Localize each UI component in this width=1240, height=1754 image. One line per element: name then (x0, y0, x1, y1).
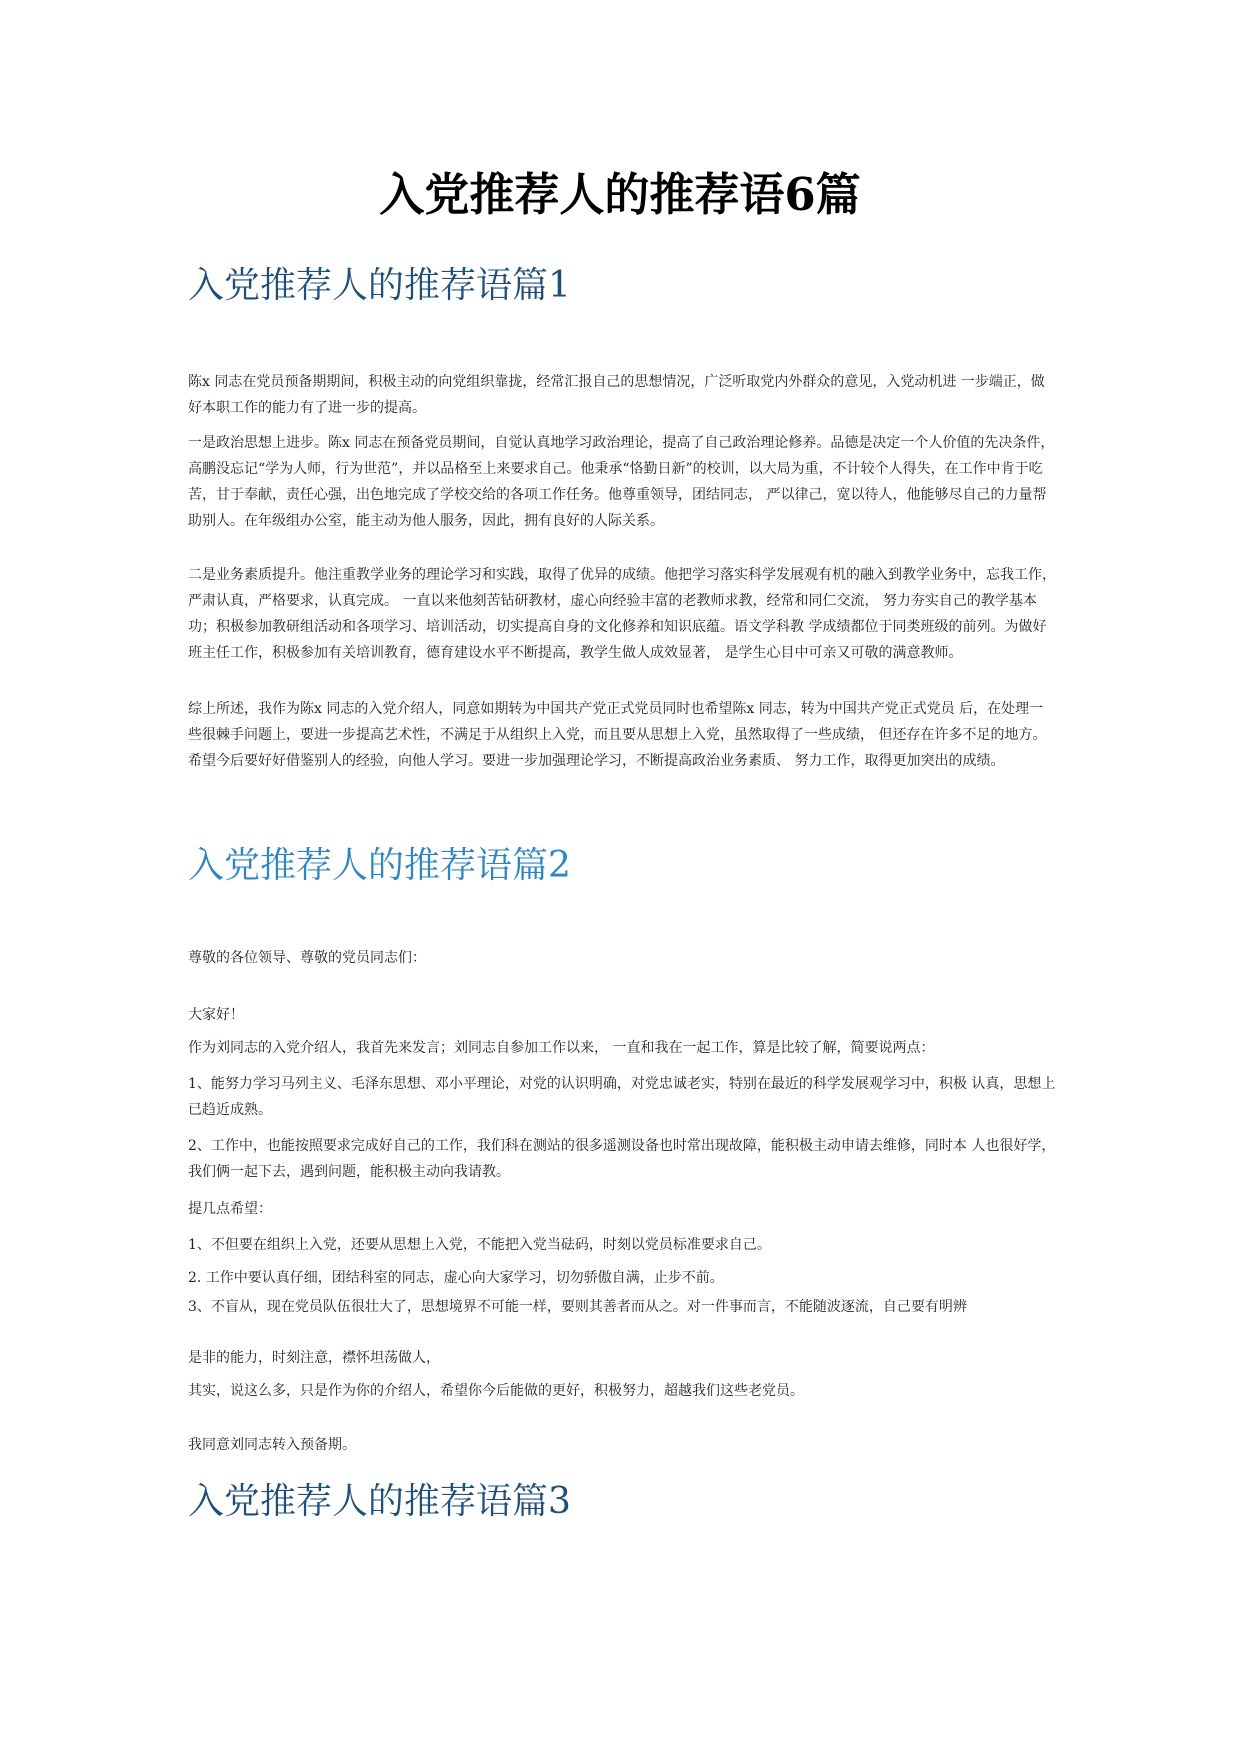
section-2-heading: 入党推荐人的推荐语篇2 (188, 845, 571, 886)
document-title: 入党推荐人的推荐语6篇 (379, 168, 861, 221)
section-1-heading: 入党推荐人的推荐语篇1 (188, 265, 571, 306)
section-2-closing: 其实，说这么多，只是作为你的介绍人，希望你今后能做的更好，积极努力，超越我们这些老党员。 (188, 1383, 804, 1399)
section-2-hope-3-continued: 是非的能力，时刻注意，襟怀坦荡做人， (188, 1350, 440, 1366)
section-1-paragraph-2: 一是政治思想上进步。陈x 同志在预备党员期间，自觉认真地学习政治理论，提高了自己政治理论修养。品德是决定一个人价值的先决条件，高鹏没忘记“学为人师，行为世范”，并以品格至上来要求自己。他秉承“恪勤日新”的校训，以大局为重，不计较个人得失，在工作中肯于吃苦，甘于奉献，责任心强，出色地完成了学校交给的各项工作任务。他尊重领导，团结同志， 严以律己，宽以待人，他能够尽自己的力量帮助别人。在年级组办公室，能主动为他人服务，因此，拥有良好的人际关系。 (188, 435, 1055, 529)
section-2-salutation: 尊敬的各位领导、尊敬的党员同志们： (188, 950, 426, 966)
section-2-intro: 作为刘同志的入党介绍人，我首先来发言；刘同志自参加工作以来， 一直和我在一起工作，算是比较了解，简要说两点： (188, 1040, 935, 1056)
section-2-point-1: 1、能努力学习马列主义、毛泽东思想、邓小平理论，对党的认识明确，对党忠诚老实，特别在最近的科学发展观学习中，积极 认真，思想上已趋近成熟。 (188, 1076, 1056, 1118)
section-1-paragraph-4: 综上所述，我作为陈x 同志的入党介绍人，同意如期转为中国共产党正式党员同时也希望陈x 同志，转为中国共产党正式党员 后，在处理一些很棘手问题上，要进一步提高艺术性，不满足于从组织上入党，而且要从思想上入党，虽然取得了一些成绩， 但还存在许多不足的地方。希望今后要好好借鉴别人的经验，向他人学习。要进一步加强理论学习，不断提高政治业务素质、 努力工作，取得更加突出的成绩。 (188, 701, 1047, 769)
section-1-paragraph-3: 二是业务素质提升。他注重教学业务的理论学习和实践，取得了优异的成绩。他把学习落实科学发展观有机的融入到教学业务中，忘我工作，严肃认真，严格要求，认真完成。 一直以来他刻苦钻研教材，虚心向经验丰富的老教师求教，经常和同仁交流， 努力夯实自己的教学基本功；积极参加教研组活动和各项学习、培训活动，切实提高自身的文化修养和知识底蕴。语文学科教 学成绩都位于同类班级的前列。为做好班主任工作，积极参加有关培训教育，德育建设水平不断提高，教学生做人成效显著， 是学生心目中可亲又可敬的满意教师。 (188, 567, 1056, 661)
section-2-conclusion: 我同意刘同志转入预备期。 (188, 1437, 356, 1453)
section-2-point-2: 2、工作中，也能按照要求完成好自己的工作，我们科在测站的很多遥测设备也时常出现故障，能积极主动申请去维修，同时本 人也很好学，我们俩一起下去，遇到问题，能积极主动向我请教。 (188, 1138, 1056, 1180)
section-2-hope-1: 1、不但要在组织上入党，还要从思想上入党，不能把入党当砝码，时刻以党员标准要求自己。 (188, 1237, 771, 1253)
section-1-paragraph-1: 陈x 同志在党员预备期期间，积极主动的向党组织靠拢，经常汇报自己的思想情况，广泛听取党内外群众的意见，入党动机进 一步端正，做好本职工作的能力有了进一步的提高。 (188, 374, 1045, 416)
section-3-heading: 入党推荐人的推荐语篇3 (188, 1481, 571, 1522)
section-2-hope-2: 2. 工作中要认真仔细，团结科室的同志，虚心向大家学习，切勿骄傲自满，止步不前。 (188, 1270, 724, 1286)
section-2-hopes-label: 提几点希望： (188, 1201, 272, 1217)
section-2-greeting: 大家好！ (188, 1007, 244, 1023)
section-2-hope-3: 3、不盲从，现在党员队伍很壮大了，思想境界不可能一样，要则其善者而从之。对一件事而言，不能随波逐流，自己要有明辨 (188, 1299, 967, 1315)
